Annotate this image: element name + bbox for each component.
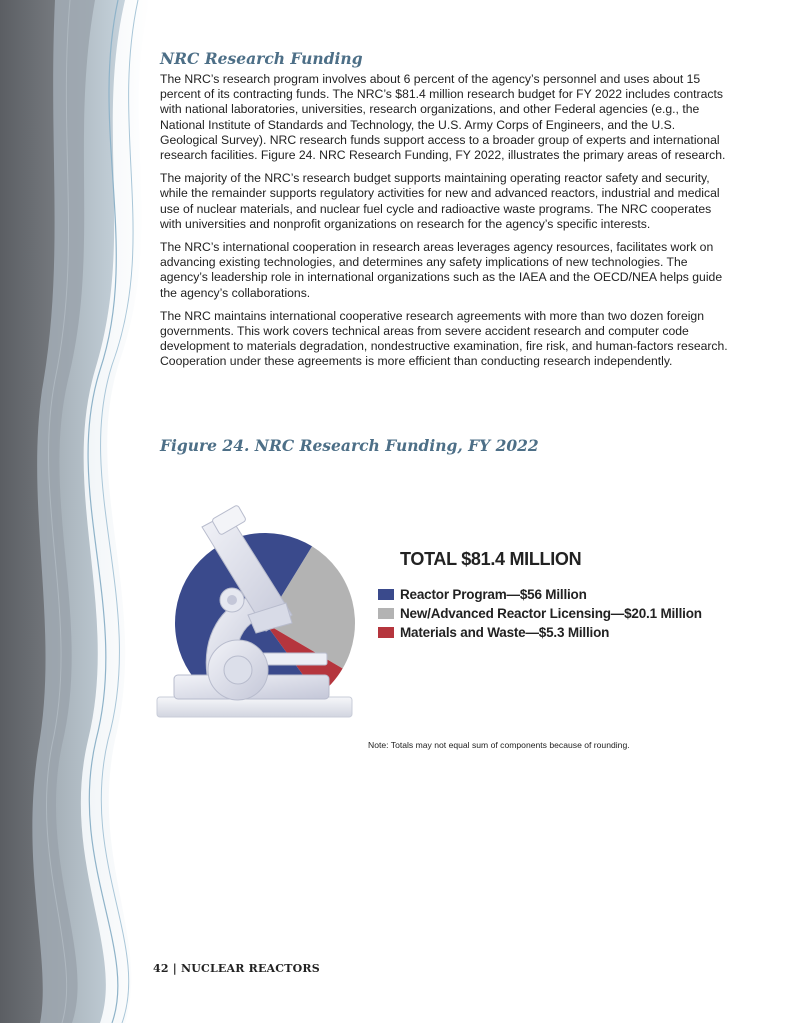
legend-label: Materials and Waste—$5.3 Million [400, 624, 610, 640]
side-wave-decoration [0, 0, 170, 1023]
section-title: NRC Research Funding [160, 49, 363, 68]
legend-swatch [378, 627, 394, 638]
paragraph: The NRC’s research program involves about 6 percent of the agency’s personnel and uses about 15 percent of its contracting funds. The NRC’s $81.4 million research budget for FY 2022 includes contracts with national laboratories, universities, research organizations, and other Federal agencies (e.g., the National Institute of Standards and Technology, the U.S. Army Corps of Engineers, and the U.S. Geological Survey). NRC research funds support access to a broader group of experts and international research facilities. Figure 24. NRC Research Funding, FY 2022, illustrates the primary areas of research. [160, 72, 726, 163]
paragraph: The NRC’s international cooperation in research areas leverages agency resources, facilitates work on advancing existing technologies, and determines any safety implications of new technologies. The agency’s leadership role in international organizations such as the IAEA and the OECD/NEA helps guide the agency’s collaborations. [160, 240, 723, 300]
chart-legend [378, 585, 702, 642]
figure-note: Note: Totals may not equal sum of components because of rounding. [368, 740, 630, 750]
legend-item-materials-and-waste [378, 623, 702, 641]
legend-swatch [378, 608, 394, 619]
figure-title: Figure 24. NRC Research Funding, FY 2022 [160, 436, 539, 455]
legend-label: Reactor Program—$56 Million [400, 586, 587, 602]
footer-section-name: NUCLEAR REACTORS [180, 962, 320, 975]
page-number: 42 [153, 962, 169, 975]
microscope-illustration [152, 505, 362, 735]
page-footer [153, 962, 320, 975]
legend-item-new-advanced-reactor-licensing [378, 604, 702, 622]
legend-label: New/Advanced Reactor Licensing—$20.1 Million [400, 605, 702, 621]
legend-item-reactor-program [378, 585, 702, 603]
paragraph: The NRC maintains international cooperative research agreements with more than two dozen foreign governments. This work covers technical areas from severe accident research and computer code development to materials degradation, nondestructive examination, fire risk, and human-factors research. Cooperation under these agreements is more efficient than conducting research independently. [160, 308, 728, 369]
legend-swatch [378, 589, 394, 600]
footer-separator: | [172, 962, 177, 975]
body-text [160, 72, 730, 378]
paragraph: The majority of the NRC’s research budget supports maintaining operating reactor safety and security, while the remainder supports regulatory activities for new and advanced reactors, industrial and medical use of nuclear materials, and nuclear fuel cycle and radioactive waste programs. The NRC cooperates with universities and nonprofit organizations on research for the agency’s specific interests. [160, 171, 720, 231]
chart-total: TOTAL $81.4 MILLION [400, 549, 582, 569]
